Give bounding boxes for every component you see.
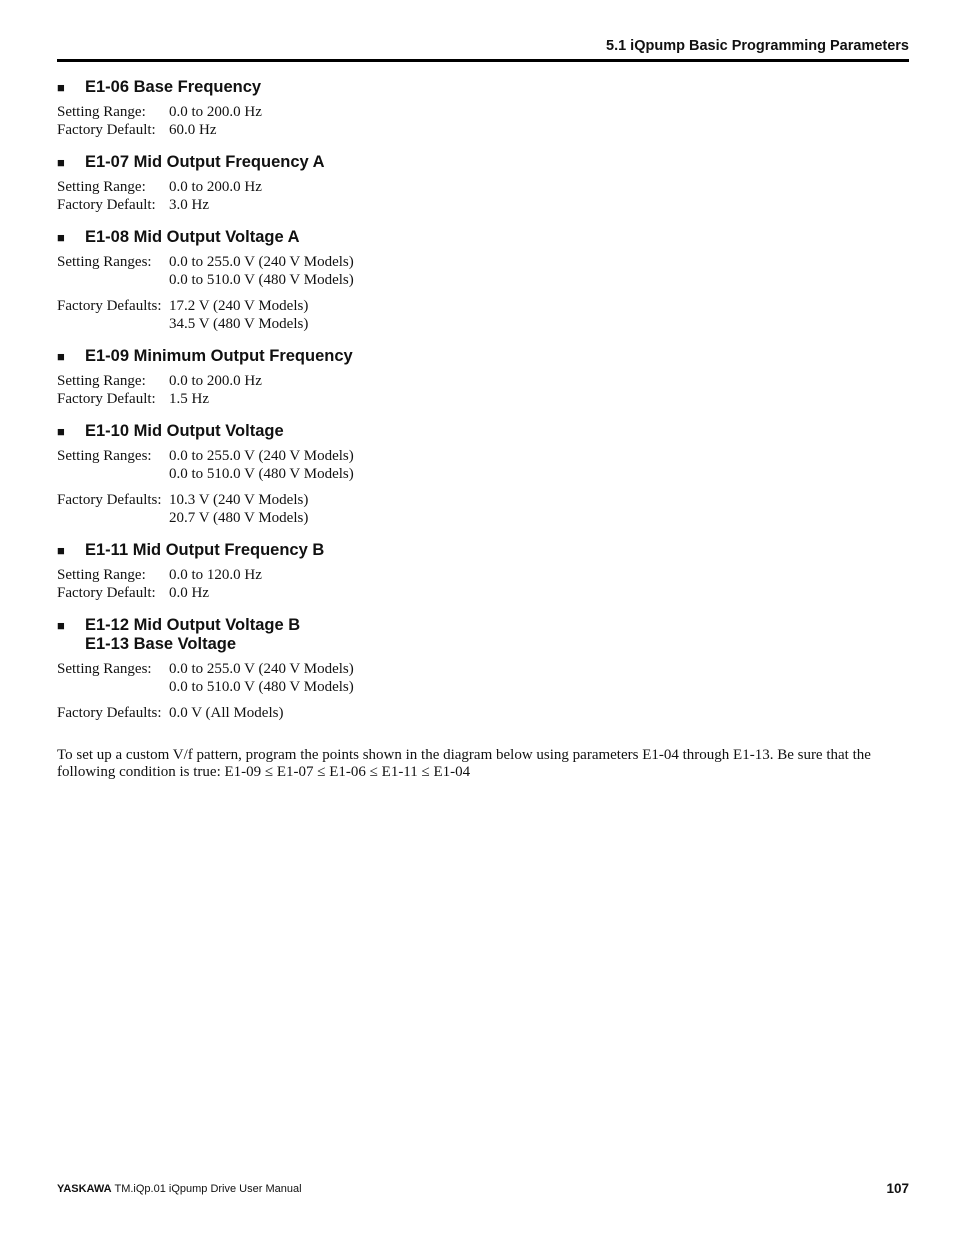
section-heading-text: E1-13 Base Voltage bbox=[85, 635, 237, 653]
setting-value: 0.0 to 255.0 V (240 V Models) bbox=[169, 661, 354, 677]
bullet-square-icon: ■ bbox=[57, 230, 65, 245]
setting-row bbox=[57, 254, 909, 289]
setting-label: Factory Defaults: bbox=[57, 298, 162, 314]
section-heading-text: E1-09 Minimum Output Frequency bbox=[85, 347, 353, 365]
section-heading bbox=[57, 78, 909, 97]
setting-label: Factory Default: bbox=[57, 196, 156, 213]
section-heading-text: E1-06 Base Frequency bbox=[85, 78, 262, 96]
setting-label: Setting Range: bbox=[57, 373, 146, 389]
setting-value: 0.0 to 200.0 Hz bbox=[169, 179, 262, 195]
setting-row bbox=[57, 391, 909, 409]
section-heading bbox=[57, 347, 909, 366]
setting-label: Setting Ranges: bbox=[57, 448, 152, 464]
footer-manual-info bbox=[57, 1183, 302, 1195]
setting-row bbox=[57, 298, 909, 333]
parameter-section bbox=[57, 616, 909, 723]
setting-label: Factory Default: bbox=[57, 121, 156, 138]
setting-row bbox=[57, 197, 909, 215]
setting-label: Factory Default: bbox=[57, 390, 156, 407]
bullet-square-icon: ■ bbox=[57, 349, 65, 364]
setting-value: 0.0 to 200.0 Hz bbox=[169, 373, 262, 389]
setting-label: Setting Ranges: bbox=[57, 254, 152, 270]
footer-brand: YASKAWA bbox=[57, 1183, 112, 1195]
parameter-section bbox=[57, 78, 909, 139]
parameter-section bbox=[57, 422, 909, 527]
section-heading bbox=[57, 228, 909, 247]
parameter-sections bbox=[57, 78, 909, 723]
section-heading-text: E1-07 Mid Output Frequency A bbox=[85, 153, 325, 171]
setting-value: 0.0 Hz bbox=[169, 584, 209, 601]
header-rule bbox=[57, 59, 909, 62]
footer-manual-title: TM.iQp.01 iQpump Drive User Manual bbox=[114, 1183, 302, 1195]
setting-row bbox=[57, 104, 909, 122]
setting-label: Setting Range: bbox=[57, 567, 146, 583]
page-number: 107 bbox=[886, 1181, 909, 1196]
setting-value: 0.0 to 120.0 Hz bbox=[169, 567, 262, 583]
setting-label: Factory Defaults: bbox=[57, 492, 162, 508]
setting-row bbox=[57, 705, 909, 723]
setting-row bbox=[57, 373, 909, 391]
section-heading bbox=[57, 153, 909, 172]
setting-value: 17.2 V (240 V Models) bbox=[169, 298, 309, 314]
section-heading-text: E1-11 Mid Output Frequency B bbox=[85, 541, 325, 559]
setting-row bbox=[57, 448, 909, 483]
setting-value: 1.5 Hz bbox=[169, 390, 209, 407]
setting-value: 20.7 V (480 V Models) bbox=[169, 509, 309, 526]
setting-row bbox=[57, 492, 909, 527]
setting-value: 0.0 to 255.0 V (240 V Models) bbox=[169, 254, 354, 270]
section-heading bbox=[57, 616, 909, 654]
setting-row bbox=[57, 585, 909, 603]
bullet-square-icon: ■ bbox=[57, 424, 65, 439]
setting-value: 60.0 Hz bbox=[169, 121, 217, 138]
setting-label: Factory Defaults: bbox=[57, 705, 162, 721]
section-heading-text: E1-12 Mid Output Voltage B bbox=[85, 616, 301, 634]
parameter-section bbox=[57, 541, 909, 602]
parameter-section bbox=[57, 228, 909, 333]
setting-value: 0.0 to 510.0 V (480 V Models) bbox=[169, 465, 354, 482]
bullet-square-icon: ■ bbox=[57, 155, 65, 170]
setting-value: 0.0 to 200.0 Hz bbox=[169, 104, 262, 120]
bullet-square-icon: ■ bbox=[57, 80, 65, 95]
setting-value: 0.0 to 510.0 V (480 V Models) bbox=[169, 678, 354, 695]
setting-value: 0.0 to 255.0 V (240 V Models) bbox=[169, 448, 354, 464]
vf-pattern-paragraph: To set up a custom V/f pattern, program the points shown in the diagram below using parameters E1-04 through E1-13. Be sure that the following condition is true: E1-09 ≤ E1-07 ≤ E1-06 ≤ E1-11 ≤ E1-04 bbox=[57, 746, 871, 780]
setting-row bbox=[57, 661, 909, 696]
setting-value: 3.0 Hz bbox=[169, 196, 209, 213]
section-heading bbox=[57, 541, 909, 560]
section-heading-text: E1-08 Mid Output Voltage A bbox=[85, 228, 300, 246]
setting-row bbox=[57, 122, 909, 140]
section-heading-text: E1-10 Mid Output Voltage bbox=[85, 422, 284, 440]
setting-value: 0.0 V (All Models) bbox=[169, 705, 284, 721]
parameter-section bbox=[57, 153, 909, 214]
page-header-title: 5.1 iQpump Basic Programming Parameters bbox=[606, 38, 909, 54]
setting-value: 10.3 V (240 V Models) bbox=[169, 492, 309, 508]
setting-label: Setting Ranges: bbox=[57, 661, 152, 677]
parameter-content bbox=[57, 78, 909, 781]
bullet-square-icon: ■ bbox=[57, 543, 65, 558]
setting-value: 0.0 to 510.0 V (480 V Models) bbox=[169, 271, 354, 288]
section-heading bbox=[57, 422, 909, 441]
setting-row bbox=[57, 179, 909, 197]
setting-label: Setting Range: bbox=[57, 179, 146, 195]
setting-row bbox=[57, 567, 909, 585]
parameter-section bbox=[57, 347, 909, 408]
bullet-square-icon: ■ bbox=[57, 618, 65, 633]
setting-label: Factory Default: bbox=[57, 584, 156, 601]
setting-value: 34.5 V (480 V Models) bbox=[169, 315, 309, 332]
setting-label: Setting Range: bbox=[57, 104, 146, 120]
